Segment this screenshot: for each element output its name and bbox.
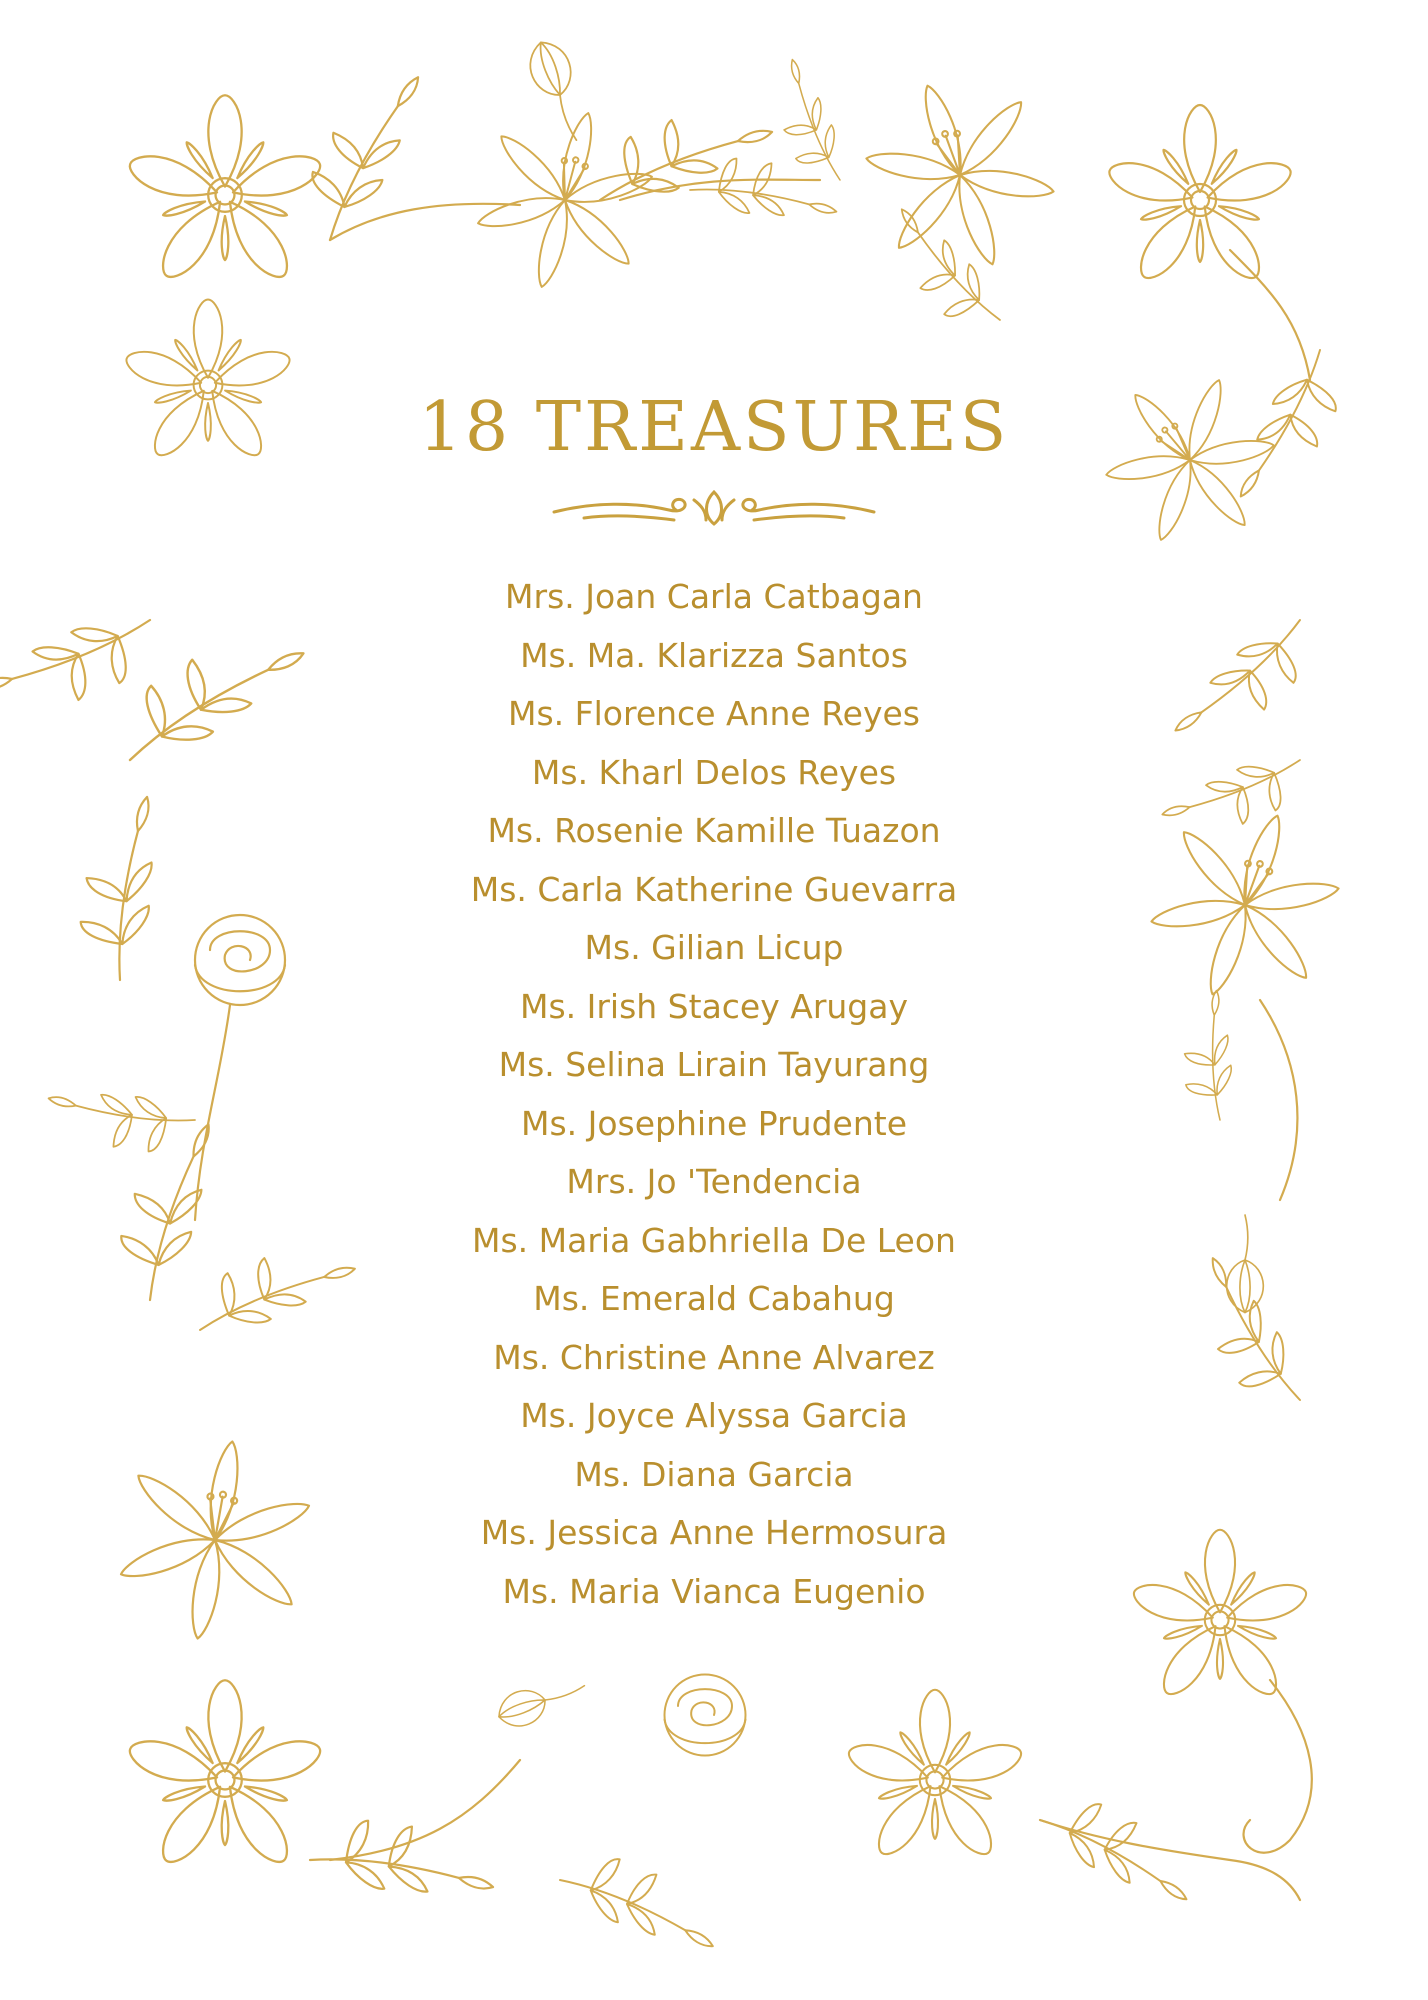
list-item: Ms. Maria Vianca Eugenio <box>502 1571 926 1611</box>
list-item: Ms. Selina Lirain Tayurang <box>498 1045 930 1084</box>
list-item: Ms. Kharl Delos Reyes <box>531 752 897 792</box>
page-title: 18 TREASURES <box>418 388 1010 467</box>
list-item: Ms. Diana Garcia <box>574 1454 854 1494</box>
list-item: Ms. Rosenie Kamille Tuazon <box>487 811 941 850</box>
list-item: Ms. Jessica Anne Hermosura <box>480 1513 948 1552</box>
list-item: Ms. Carla Katherine Guevarra <box>470 869 958 909</box>
list-item: Ms. Christine Anne Alvarez <box>493 1337 935 1377</box>
list-item: Mrs. Jo 'Tendencia <box>566 1162 862 1201</box>
treasures-list <box>0 568 1428 1621</box>
list-item: Ms. Ma. Klarizza Santos <box>520 635 908 675</box>
list-item: Ms. Gilian Licup <box>584 928 844 967</box>
flourish-divider-icon <box>544 488 884 528</box>
list-item: Ms. Maria Gabhriella De Leon <box>472 1220 956 1260</box>
list-item: Ms. Florence Anne Reyes <box>508 694 920 733</box>
list-item: Ms. Irish Stacey Arugay <box>519 986 909 1026</box>
list-item: Ms. Joyce Alyssa Garcia <box>520 1396 908 1435</box>
list-item: Ms. Josephine Prudente <box>520 1103 907 1143</box>
list-item: Ms. Emerald Cabahug <box>533 1279 895 1318</box>
list-item: Mrs. Joan Carla Catbagan <box>505 577 923 616</box>
